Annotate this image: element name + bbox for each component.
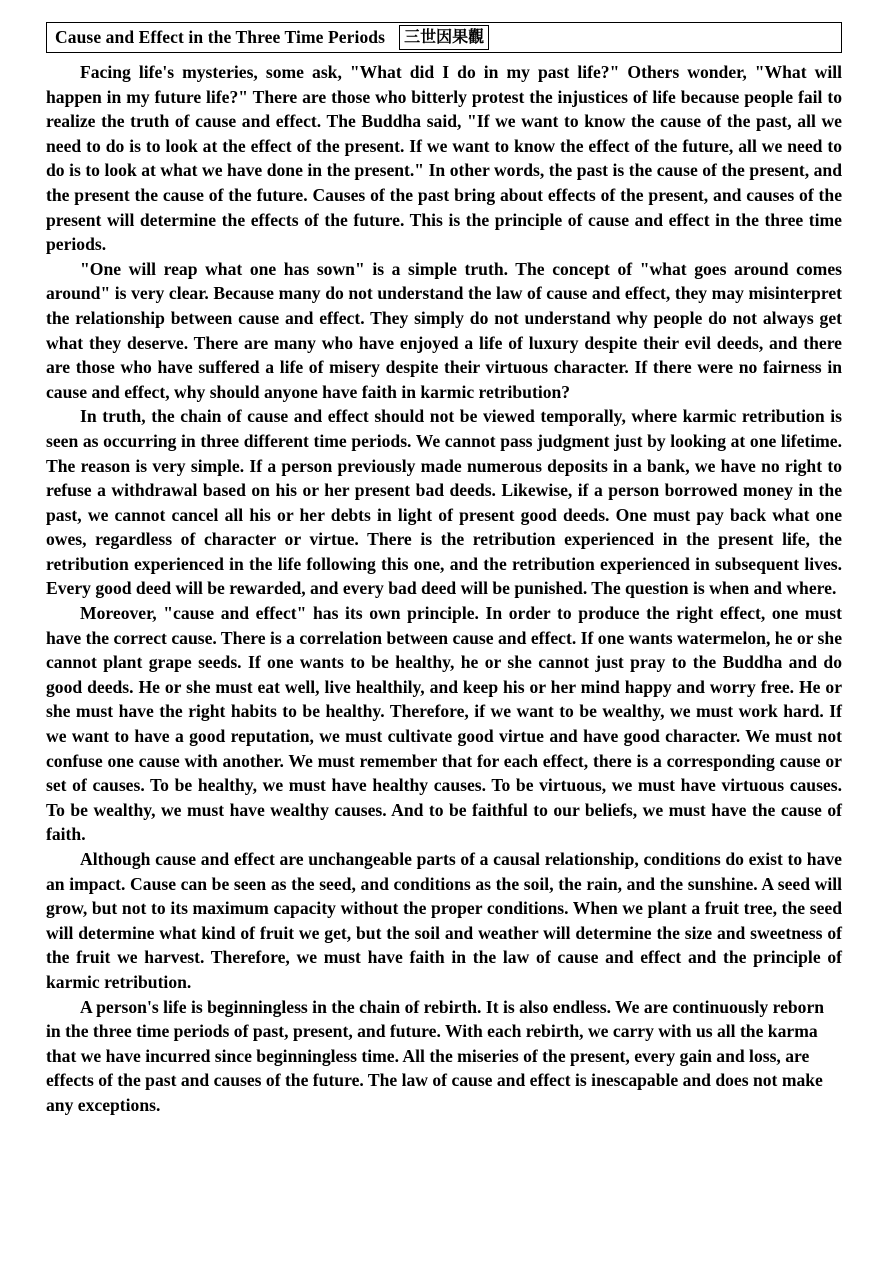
- paragraph: "One will reap what one has sown" is a simple truth. The concept of "what goes around comes around" is very clear. Because many do not understand the law of cause and effect, they may misinterpret the relationship between cause and effect. They simply do not understand why people do not always get what they deserve. There are many who have enjoyed a life of luxury despite their evil deeds, and there are those who have suffered a life of misery despite their virtuous character. If there were no fairness in cause and effect, why should anyone have faith in karmic retribution?: [46, 258, 842, 402]
- paragraph: In truth, the chain of cause and effect should not be viewed temporally, where karmic retribution is seen as occurring in three different time periods. We cannot pass judgment just by looking at one lifetime. The reason is very simple. If a person previously made numerous deposits in a bank, we have no right to refuse a withdrawal based on his or her present bad deeds. Likewise, if a person borrowed money in the past, we cannot cancel all his or her debts in light of present good deeds. One must pay back what one owes, regardless of character or virtue. There is the retribution experienced in the present life, the retribution experienced in the life following this one, and the retribution experienced in subsequent lives. Every good deed will be rewarded, and every bad deed will be punished. The question is when and where.: [46, 406, 842, 599]
- page-title-chinese: 三世因果觀: [404, 27, 485, 46]
- document-title-bar: [46, 22, 842, 53]
- paragraph: Moreover, "cause and effect" has its own principle. In order to produce the right effect, one must have the correct cause. There is a correlation between cause and effect. If one wants watermelon, he or she cannot plant grape seeds. If one wants to be healthy, he or she cannot just pray to the Buddha and do good deeds. He or she must eat well, live healthily, and keep his or her mind happy and worry free. He or she must have the right habits to be healthy. Therefore, if we want to be wealthy, we must work hard. If we want to have a good reputation, we must cultivate good virtue and have good character. We must not confuse one cause with another. We must remember that for each effect, there is a corresponding cause or set of causes. To be healthy, we must have healthy causes. To be virtuous, we must have virtuous causes. To be wealthy, we must have wealthy causes. And to be faithful to our beliefs, we must have the cause of faith.: [46, 603, 842, 845]
- page-title: Cause and Effect in the Three Time Periods: [55, 27, 386, 47]
- document-body: [46, 60, 842, 1118]
- chinese-title-box: [399, 25, 489, 50]
- paragraph: Facing life's mysteries, some ask, "What did I do in my past life?" Others wonder, "What will happen in my future life?" There are those who bitterly protest the injustices of life because people fail to realize the truth of cause and effect. The Buddha said, "If we want to know the cause of the past, all we need to do is to look at the effect of the present. If we want to know the effect of the future, all we need to do is to look at what we have done in the present." In other words, the past is the cause of the present, and the present the cause of the future. Causes of the past bring about effects of the present, and causes of the present will determine the effects of the future. This is the principle of cause and effect in the three time periods.: [46, 62, 842, 255]
- paragraph: A person's life is beginningless in the chain of rebirth. It is also endless. We are continuously reborn in the three time periods of past, present, and future. With each rebirth, we carry with us all the karma that we have incurred since beginningless time. All the miseries of the present, every gain and loss, are effects of the past and causes of the future. The law of cause and effect is inescapable and does not make any exceptions.: [46, 996, 825, 1115]
- paragraph: Although cause and effect are unchangeable parts of a causal relationship, conditions do exist to have an impact. Cause can be seen as the seed, and conditions as the soil, the rain, and the sunshine. A seed will grow, but not to its maximum capacity without the proper conditions. When we plant a fruit tree, the seed will determine what kind of fruit we get, but the soil and weather will determine the size and sweetness of the fruit we harvest. Therefore, we must have faith in the law of cause and effect and the principle of karmic retribution.: [46, 849, 842, 992]
